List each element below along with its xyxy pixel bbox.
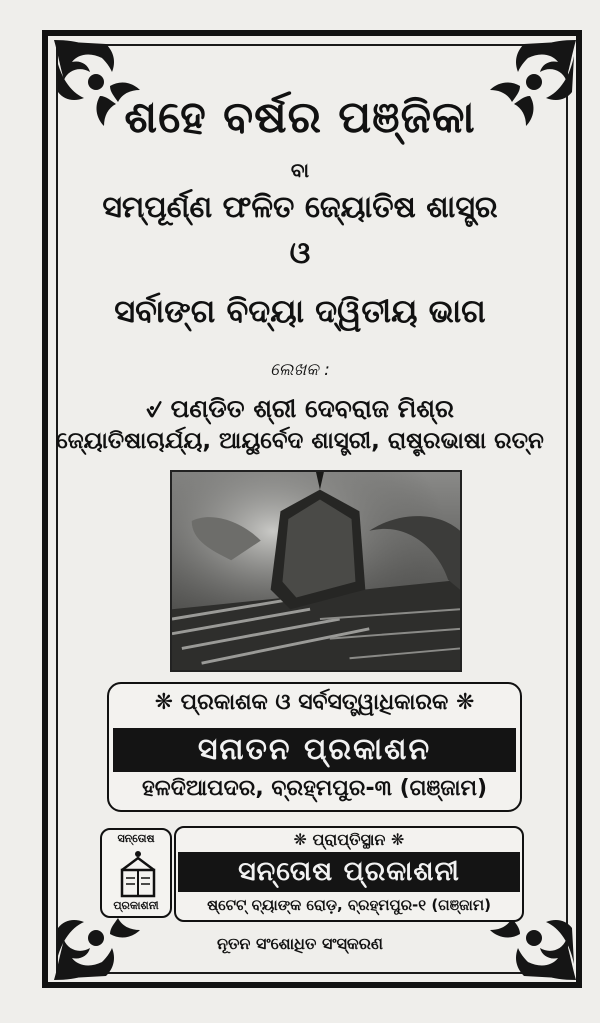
author-name: ୰ ପଣ୍ଡିତ ଶ୍ରୀ ଦେବରାଜ ମିଶ୍ର [146,394,454,423]
logo-bottom-text: ପ୍ରକାଶନୀ [113,899,159,912]
author-label: ଲେଖକ : [270,360,330,380]
distributor-logo [100,828,172,918]
subtitle-line-2: ସର୍ବାଙ୍ଗ ବିଦ୍ୟା ଦ୍ୱିତୀୟ ଭାଗ [114,292,486,330]
connector-o: ଓ [289,236,311,271]
publisher-address: ହଳଦିଆପଦର, ବ୍ରହ୍ମପୁର-୩ (ଗଞ୍ଜାମ) [141,776,487,801]
subtitle-line-1: ସମ୍ପୂର୍ଣ୍ଣ ଫଳିତ ଜ୍ୟୋତିଷ ଶାସ୍ତ୍ର [102,190,498,225]
distributor-box [174,826,524,922]
book-stack-icon [120,850,156,898]
author-credentials: ଜ୍ୟୋତିଷାଚାର୍ଯ୍ୟ, ଆୟୁର୍ବେଦ ଶାସ୍ତ୍ରୀ, ରାଷ୍ଟ୍ରଭାଷା ରତ୍ନ [56,428,544,454]
publisher-label: ❋ ପ୍ରକାଶକ ଓ ସର୍ବସତ୍ତ୍ୱାଧିକାରକ ❋ [154,690,475,715]
distributor-address: ଷ୍ଟେଟ୍ ବ୍ୟାଙ୍କ ରୋଡ଼, ବ୍ରହ୍ମପୁର-୧ (ଗଞ୍ଜାମ) [207,896,491,914]
publisher-box [107,682,522,812]
cover-photo-temple [170,470,462,672]
distributor-label: ❋ ପ୍ରାପ୍ତିସ୍ଥାନ ❋ [293,830,405,849]
logo-top-text: ସନ୍ତୋଷ [117,832,155,845]
connector-ba: ବା [290,158,310,182]
distributor-name: ସନ୍ତୋଷ ପ୍ରକାଶନୀ [178,852,520,892]
edition-note: ନୂତନ ସଂଶୋଧିତ ସଂସ୍କରଣ [217,934,383,953]
book-title: ଶହେ ବର୍ଷର ପଞ୍ଜିକା [124,92,476,143]
publisher-name: ସନାତନ ପ୍ରକାଶନ [113,728,516,772]
